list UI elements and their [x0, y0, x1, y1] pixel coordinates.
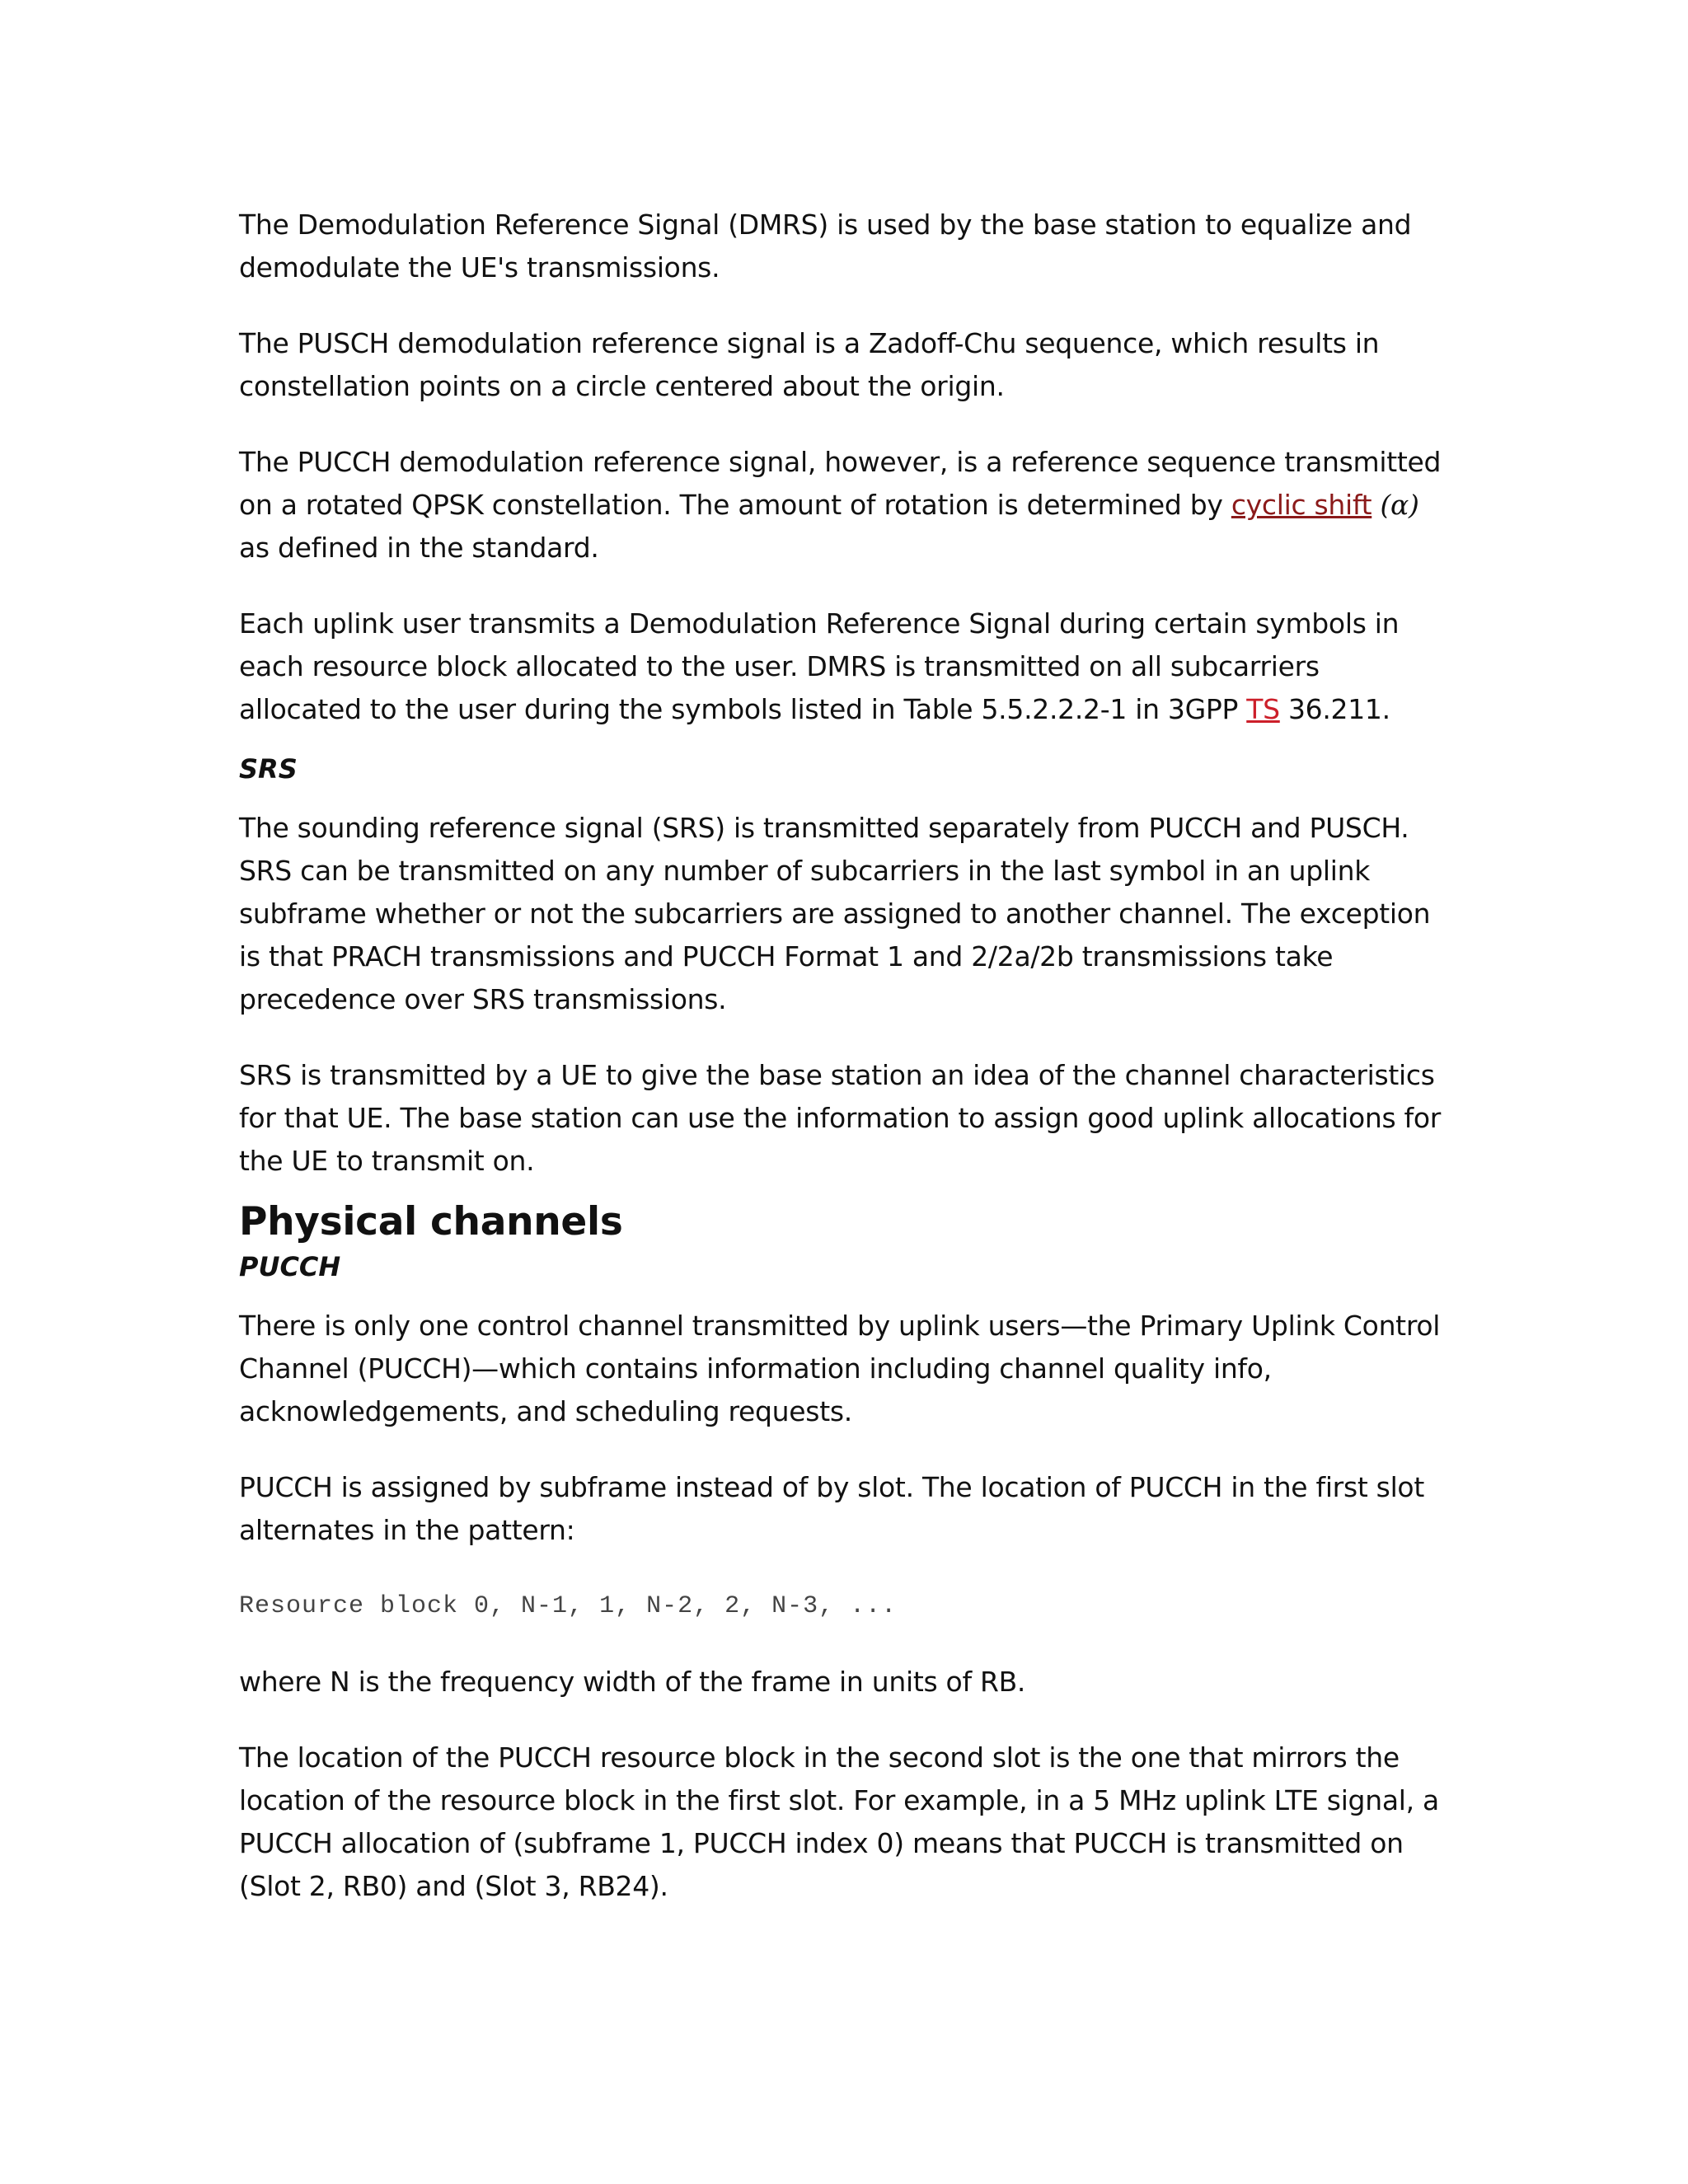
alpha-symbol: (α): [1380, 489, 1419, 521]
document-page: [239, 204, 1442, 1908]
paragraph-dmrs-intro: The Demodulation Reference Signal (DMRS) is used by the base station to equalize and demodulate the UE's transmissions.: [239, 209, 1412, 284]
physical-channels-heading: Physical channels: [239, 1199, 623, 1244]
paragraph-srs-2: SRS is transmitted by a UE to give the base station an idea of the channel characteristics for that UE. The base station can use the information to assign good uplink allocations for the UE to transmit on.: [239, 1059, 1442, 1177]
srs-heading: SRS: [239, 753, 298, 785]
paragraph-pusch-dmrs: The PUSCH demodulation reference signal is a Zadoff-Chu sequence, which results in constellation points on a circle centered about the origin.: [239, 327, 1380, 402]
resource-block-pattern: Resource block 0, N-1, 1, N-2, 2, N-3, ...: [239, 1592, 898, 1620]
paragraph-pucch-3: The location of the PUCCH resource block in the second slot is the one that mirrors the location of the resource block in the first slot. For example, in a 5 MHz uplink LTE signal, a PUCCH allocation of (subframe 1, PUCCH index 0) means that PUCCH is transmitted on (Slot 2, RB0) and (Slot 3, RB24).: [239, 1741, 1439, 1902]
paragraph-pucch-1: There is only one control channel transmitted by uplink users—the Primary Uplink Control Channel (PUCCH)—which contains information including channel quality info, acknowledgements, and scheduling requests.: [239, 1310, 1441, 1427]
paragraph-text: The PUCCH demodulation reference signal, however, is a reference sequence transmitted on a rotated QPSK constellation. The amount of rotation is determined by: [239, 446, 1442, 521]
ts-link[interactable]: TS: [1246, 693, 1280, 725]
paragraph-pucch-2: PUCCH is assigned by subframe instead of by slot. The location of PUCCH in the first slot alternates in the pattern:: [239, 1471, 1424, 1546]
pucch-heading: PUCCH: [239, 1251, 341, 1282]
paragraph-pucch-dmrs: [239, 441, 1442, 569]
paragraph-srs-1: The sounding reference signal (SRS) is transmitted separately from PUCCH and PUSCH. SRS can be transmitted on any number of subcarriers in the last symbol in an uplink subframe whether or not the subcarriers are assigned to another channel. The exception is that PRACH transmissions and PUCCH Format 1 and 2/2a/2b transmissions take precedence over SRS transmissions.: [239, 812, 1431, 1015]
paragraph-text: 36.211.: [1279, 693, 1390, 725]
pattern-note: where N is the frequency width of the frame in units of RB.: [239, 1666, 1026, 1698]
paragraph-text: Each uplink user transmits a Demodulation Reference Signal during certain symbols in each resource block allocated to the user. DMRS is transmitted on all subcarriers allocated to the user during the symbols listed in Table 5.5.2.2.2-1 in 3GPP: [239, 607, 1400, 725]
paragraph-each-uplink: [239, 602, 1442, 731]
paragraph-text: as defined in the standard.: [239, 532, 599, 564]
cyclic-shift-link[interactable]: cyclic shift: [1231, 489, 1372, 521]
